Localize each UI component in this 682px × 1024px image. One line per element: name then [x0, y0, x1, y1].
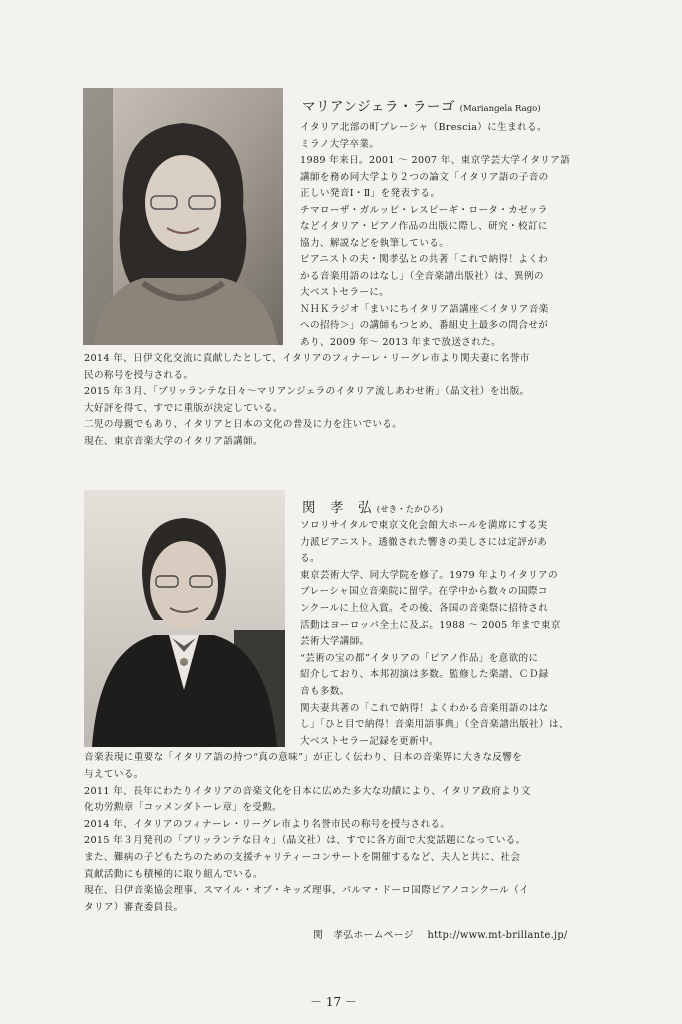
- bio-line: ソロリサイタルで東京文化会館大ホールを満席にする実: [300, 520, 548, 531]
- bio-line: 正しい発音Ⅰ・Ⅱ」を発表する。: [300, 188, 441, 199]
- portrait-seki-takahiro: [84, 490, 285, 747]
- bio-line: 力派ピアニスト。透徹された響きの美しさには定評があ: [300, 536, 548, 548]
- bio-line: 音楽表現に重要な「イタリア語の持つ“真の意味”」が正しく伝わり、日本の音楽界に大きな反響を: [84, 752, 523, 764]
- person-name-roman: (Mariangela Rago): [459, 104, 541, 114]
- bio-line: 2015 年３月、「ブリッランテな日々～マリアンジェラのイタリア流しあわせ術」（晶文社）を出版。: [84, 386, 530, 397]
- bio-line: ンクールに上位入賞。その後、各国の音楽祭に招待され: [300, 603, 549, 614]
- bio-line: 貢献活動にも積極的に取り組んでいる。: [84, 868, 263, 880]
- homepage-url-link[interactable]: http://www.mt-brillante.jp/: [427, 930, 568, 941]
- bio-line: ミラノ大学卒業。: [300, 138, 380, 150]
- homepage-line: [313, 927, 568, 941]
- bio-line: などイタリア・ピアノ作品の出版に際し、研究・校訂に: [300, 221, 548, 232]
- bio-line: 東京芸術大学、同大学院を修了。1979 年よりイタリアの: [300, 569, 558, 581]
- bio-line: 大好評を得て、すでに重版が決定している。: [84, 402, 283, 414]
- bio-line: 2015 年３月発刊の「ブリッランテな日々」（晶文社）は、すでに各方面で大変話題になっている。: [84, 835, 526, 847]
- bio-line: また、難病の子どもたちのための支援チャリティーコンサートを開催するなど、夫人と共に、社会: [84, 852, 521, 863]
- bio-line: 紹介しており、本邦初演は多数。監修した楽譜、ＣＤ録: [300, 669, 549, 681]
- bio-line: 与えている。: [84, 769, 144, 780]
- bio-line: 現在、日伊音楽協会理事、スマイル・オブ・キッズ理事、パルマ・ドーロ国際ピアノコンクール（イ: [84, 885, 529, 897]
- homepage-label: 関 孝弘ホームページ: [313, 930, 414, 941]
- bio-line: タリア）審査委員長。: [84, 901, 184, 913]
- bio-line: し」「ひと目で納得！音楽用語事典」（全音楽譜出版社）は、: [300, 719, 569, 731]
- bio-line: 民の称号を授与される。: [84, 369, 194, 381]
- person-name: マリアンジェラ・ラーゴ: [302, 99, 455, 115]
- person-name-2: 関 孝 弘: [302, 500, 372, 516]
- person-name-reading: (せき・たかひろ): [376, 505, 443, 515]
- bio-line: 講師を務め同大学より２つの論文「イタリア語の子音の: [300, 171, 549, 183]
- bio-line: 大ベストセラー記録を更新中。: [300, 735, 439, 747]
- bio-line: 1989 年来日。2001 ～ 2007 年、東京学芸大学イタリア語: [300, 155, 571, 166]
- page-number: － 17 －: [310, 995, 357, 1009]
- person-name-heading-2: [302, 496, 443, 516]
- bio-line: かる音楽用語のはなし」（全音楽譜出版社）は、異例の: [300, 270, 544, 282]
- bio-line: 2014 年、日伊文化交流に貢献したとして、イタリアのフィナーレ・リーグレ市より関夫妻に名誉市: [84, 353, 530, 364]
- bio-line: イタリア北部の町ブレーシャ（Brescia）に生まれる。: [300, 122, 547, 133]
- bio-line: 2014 年、イタリアのフィナーレ・リーグレ市より名誉市民の称号を授与される。: [84, 818, 451, 830]
- bio-line: 現在、東京音楽大学のイタリア語講師。: [84, 435, 263, 447]
- bio-line: あり、2009 年～ 2013 年まで放送された。: [300, 336, 502, 348]
- bio-line: 2011 年、長年にわたりイタリアの音楽文化を日本に広めた多大な功績により、イタリア政府より文: [84, 785, 531, 797]
- bio-line: ピアニストの夫・関孝弘との共著「これで納得！よくわ: [300, 254, 549, 265]
- bio-line: 活動はヨーロッパ全土に及ぶ。1988 ～ 2005 年まで東京: [300, 619, 561, 631]
- bio-line: る。: [300, 553, 320, 565]
- person-name-heading: [302, 95, 541, 115]
- bio-line: 二児の母親でもあり、イタリアと日本の文化の普及に力を注いでいる。: [84, 419, 403, 430]
- bio-line: 大ベストセラーに。: [300, 287, 390, 298]
- bio-line: 化功労勲章「コッメンダトーレ章」を受勲。: [84, 802, 283, 814]
- bio-line: 芸術大学講師。: [300, 636, 370, 648]
- bio-line: 音も多数。: [300, 686, 350, 697]
- bio-line: ブレーシャ国立音楽院に留学。在学中から数々の国際コ: [300, 586, 548, 598]
- bio-line: “芸術の宝の都”イタリアの「ピアノ作品」を意欲的に: [300, 652, 539, 664]
- bio-line: 協力、解説などを執筆している。: [300, 237, 450, 249]
- bio-line: ＮＨＫラジオ「まいにちイタリア語講座＜イタリア音楽: [300, 303, 549, 315]
- portrait-mariangela-rago: [83, 88, 283, 345]
- bio-line: 関夫妻共著の「これで納得！よくわかる音楽用語のはな: [300, 702, 549, 714]
- bio-line: への招待＞」の講師もつとめ、番組史上最多の問合せが: [300, 320, 549, 331]
- bio-line: チマローザ・ガルッピ・レスピーギ・ロータ・カゼッラ: [300, 204, 548, 216]
